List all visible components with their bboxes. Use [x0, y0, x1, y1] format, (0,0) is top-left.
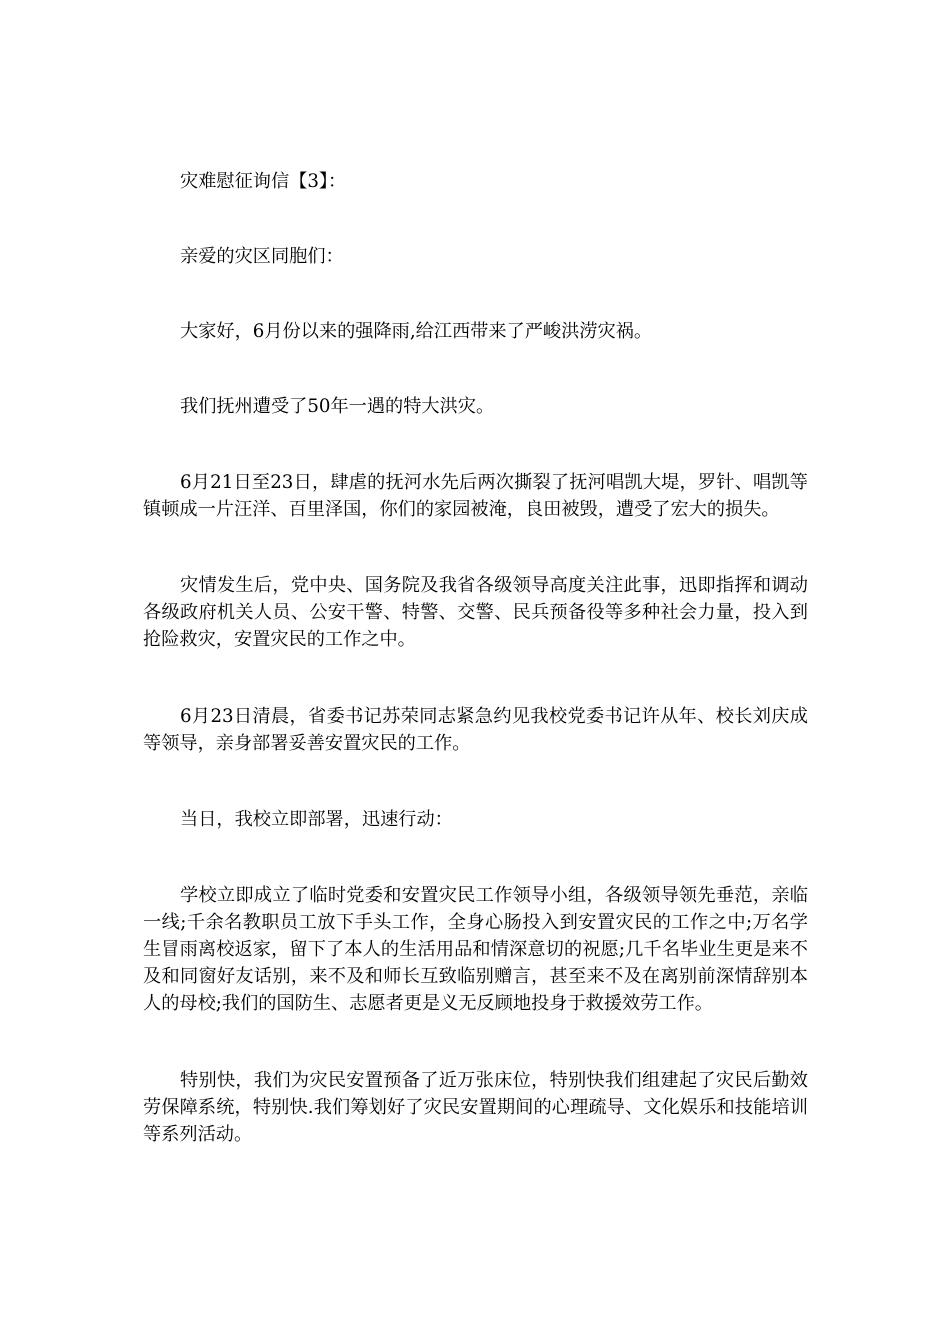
body-paragraph: 特别快，我们为灾民安置预备了近万张床位，特别快我们组建起了灾民后勤效劳保障系统，特别快.我们筹划好了灾民安置期间的心理疏导、文化娱乐和技能培训等系列活动。: [143, 1070, 808, 1145]
body-paragraph: 大家好，6月份以来的强降雨,给江西带来了严峻洪涝灾祸。: [180, 321, 653, 342]
body-paragraph: 当日，我校立即部署，迅速行动：: [180, 809, 453, 830]
body-paragraph: 6月21日至23日，肆虐的抚河水先后两次撕裂了抚河唱凯大堤，罗针、唱凯等镇顿成一片汪洋、百里泽国，你们的家园被淹，良田被毁，遭受了宏大的损失。: [143, 472, 808, 520]
document-body: [143, 168, 808, 1148]
body-paragraph: 灾情发生后，党中央、国务院及我省各级领导高度关注此事，迅即指挥和调动各级政府机关人员、公安干警、特警、交警、民兵预备役等多种社会力量，投入到抢险救灾，安置灾民的工作之中。: [143, 575, 808, 650]
body-paragraph: 6月23日清晨，省委书记苏荣同志紧急约见我校党委书记许从年、校长刘庆成等领导，亲身部署妥善安置灾民的工作。: [143, 706, 808, 754]
salutation-paragraph: 亲爱的灾区同胞们：: [180, 246, 344, 267]
body-paragraph: 我们抚州遭受了50年一遇的特大洪灾。: [180, 396, 495, 417]
heading-paragraph: 灾难慰征询信【3】：: [180, 171, 347, 192]
body-paragraph: 学校立即成立了临时党委和安置灾民工作领导小组，各级领导领先垂范，亲临一线;千余名教职员工放下手头工作，全身心肠投入到安置灾民的工作之中;万名学生冒雨离校返家，留下了本人的生活用品和情深意切的祝愿;几千名毕业生更是来不及和同窗好友话别，来不及和师长互致临别赠言，甚至来不及在离别前深情辞别本人的母校;我们的国防生、志愿者更是义无反顾地投身于救援效劳工作。: [143, 885, 808, 1014]
